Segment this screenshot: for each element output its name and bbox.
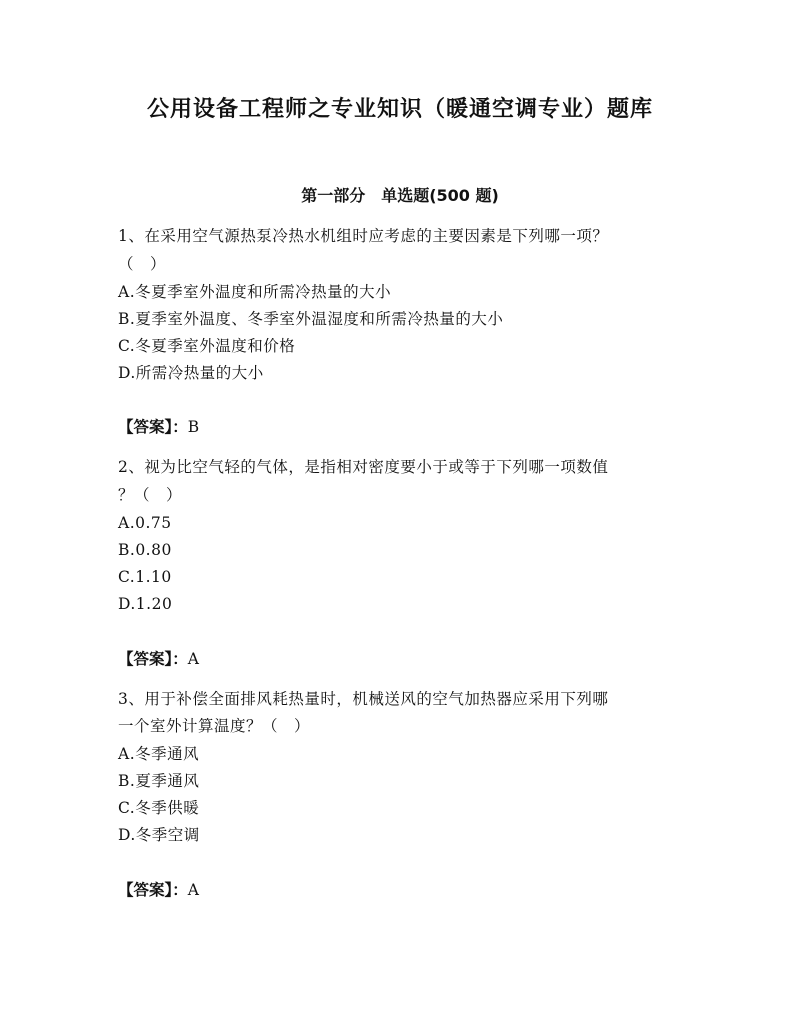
answer-label: 【答案】： (118, 881, 188, 899)
option-b: B.夏季室外温度、冬季室外温湿度和所需冷热量的大小 (118, 310, 504, 328)
question-stem-line: 1、在采用空气源热泵冷热水机组时应考虑的主要因素是下列哪一项？ (118, 227, 609, 245)
answer-line (118, 417, 199, 437)
option-a: A.冬季通风 (118, 745, 200, 763)
answer-value: B (187, 418, 200, 436)
option-d: D.1.20 (118, 595, 173, 613)
question-stem-line: 3、用于补偿全面排风耗热量时，机械送风的空气加热器应采用下列哪 (118, 690, 609, 708)
option-a: A.0.75 (118, 514, 172, 532)
option-c: C.1.10 (118, 568, 172, 586)
question-stem-line: （ ） (118, 255, 167, 273)
option-b: B.夏季通风 (118, 772, 200, 790)
option-d: D.所需冷热量的大小 (118, 364, 264, 382)
answer-line (118, 880, 199, 900)
question-stem-line: ？（ ） (118, 486, 183, 504)
option-a: A.冬夏季室外温度和所需冷热量的大小 (118, 283, 392, 301)
section-title: 第一部分 单选题(500 题) (301, 186, 499, 205)
option-c: C.冬季供暖 (118, 799, 200, 817)
answer-value: A (187, 650, 199, 668)
answer-label: 【答案】： (118, 418, 188, 436)
question-stem-line: 2、视为比空气轻的气体，是指相对密度要小于或等于下列哪一项数值 (118, 458, 609, 476)
question-stem-line: 一个室外计算温度？（ ） (118, 717, 311, 735)
answer-value: A (187, 881, 199, 899)
option-b: B.0.80 (118, 541, 172, 559)
option-c: C.冬夏季室外温度和价格 (118, 337, 296, 355)
page-title: 公用设备工程师之专业知识（暖通空调专业）题库 (146, 97, 653, 122)
answer-label: 【答案】： (118, 650, 188, 668)
option-d: D.冬季空调 (118, 826, 200, 844)
answer-line (118, 649, 199, 669)
